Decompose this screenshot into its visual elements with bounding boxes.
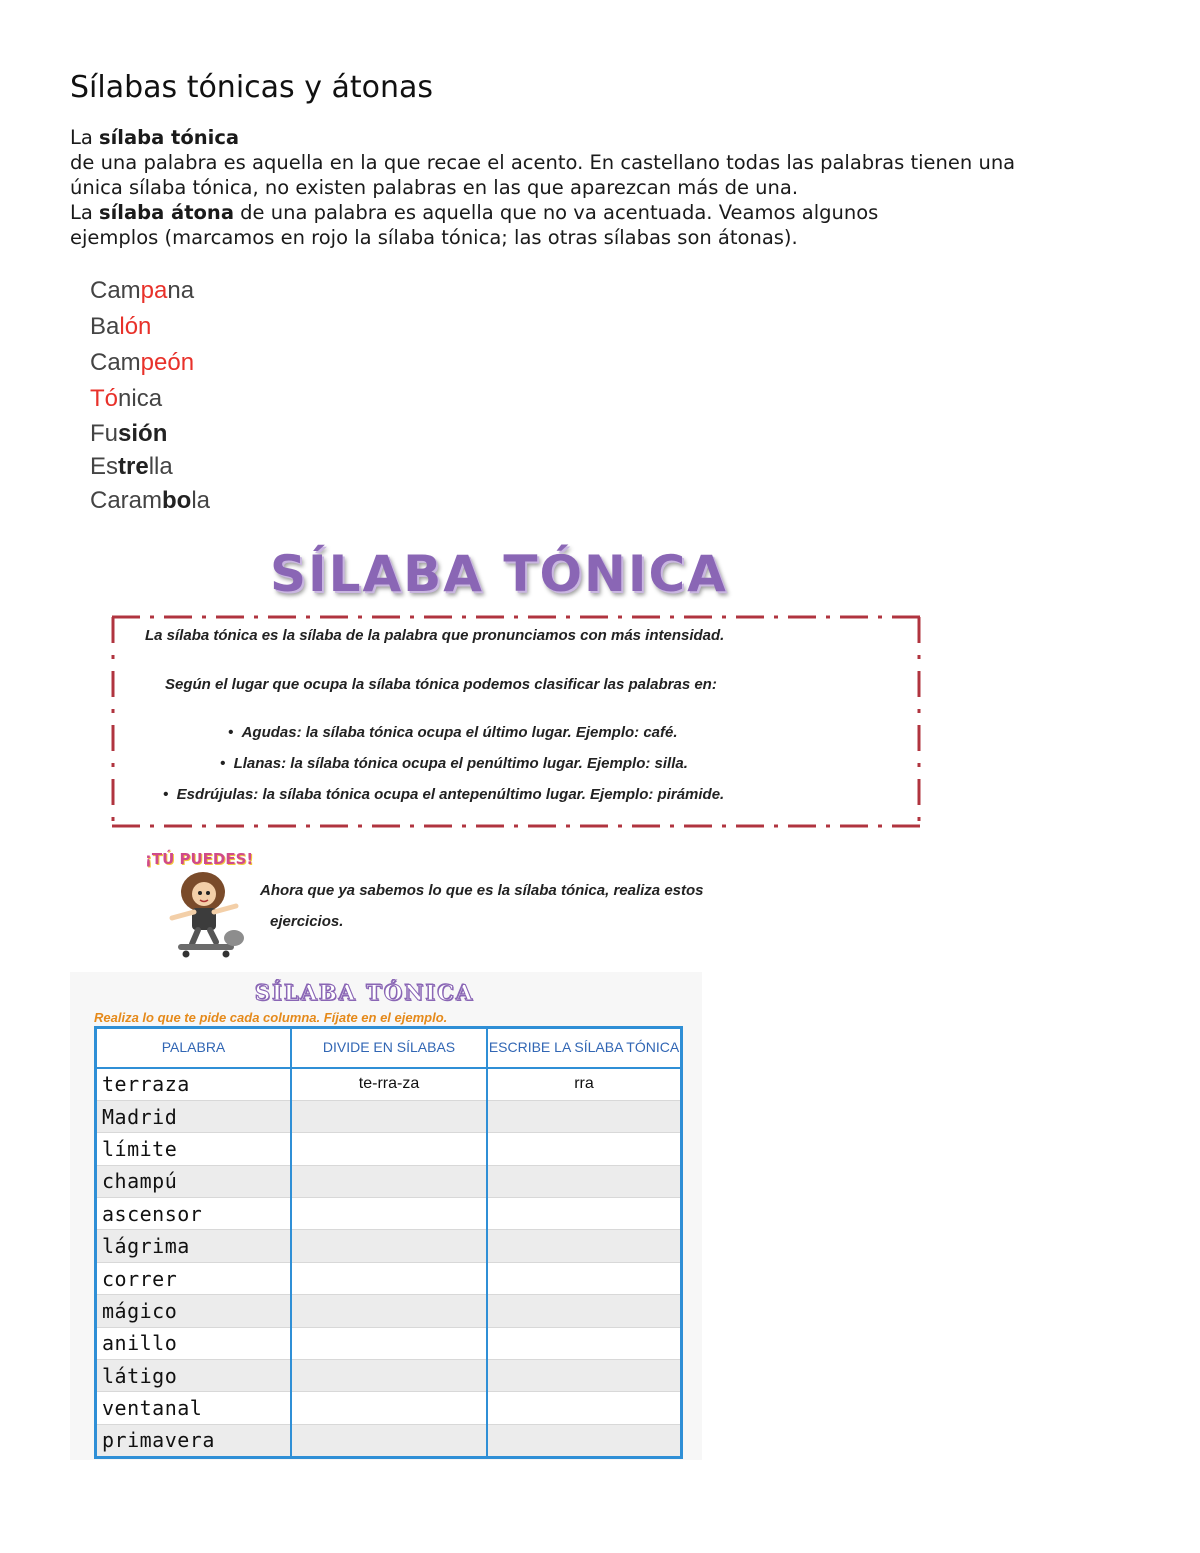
word-cell: ventanal [96, 1392, 292, 1424]
table-row [96, 1262, 682, 1294]
rule-line-1: La sílaba tónica es la sílaba de la palabra que pronunciamos con más intensidad. [145, 627, 725, 644]
table-row [96, 1133, 682, 1165]
tonic-syllable: tre [118, 453, 149, 480]
intro-line-5: ejemplos (marcamos en rojo la sílaba tónica; las otras sílabas son átonas). [70, 226, 798, 249]
divide-cell[interactable] [291, 1198, 487, 1230]
divide-cell[interactable] [291, 1327, 487, 1359]
intro-line-1 [70, 125, 239, 150]
divide-cell[interactable]: te-rra-za [291, 1068, 487, 1101]
ahora-line-1: Ahora que ya sabemos lo que es la sílaba tónica, realiza estos [260, 882, 704, 899]
tonic-cell[interactable] [487, 1295, 682, 1327]
tonic-cell[interactable] [487, 1100, 682, 1132]
divide-cell[interactable] [291, 1262, 487, 1294]
word-cell: champú [96, 1165, 292, 1197]
intro-line-3: única sílaba tónica, no existen palabras en las que aparezcan más de una. [70, 176, 799, 199]
example-word: Tónica [90, 385, 163, 412]
table-row [96, 1068, 682, 1101]
tonic-cell[interactable] [487, 1360, 682, 1392]
worksheet-instructions: Realiza lo que te pide cada columna. Fíjate en el ejemplo. [94, 1010, 448, 1025]
word-cell: Madrid [96, 1100, 292, 1132]
tonic-cell[interactable] [487, 1133, 682, 1165]
tonic-syllable: pa [140, 277, 168, 304]
divide-cell[interactable] [291, 1230, 487, 1262]
example-word: Estrella [90, 453, 173, 480]
divide-cell[interactable] [291, 1424, 487, 1457]
word-cell: correr [96, 1262, 292, 1294]
intro-line-4 [70, 200, 878, 225]
header-divide: DIVIDE EN SÍLABAS [291, 1028, 487, 1068]
worksheet-table [94, 1026, 683, 1459]
divide-cell[interactable] [291, 1133, 487, 1165]
tonic-cell[interactable] [487, 1262, 682, 1294]
tu-puedes-banner: ¡TÚ PUEDES! [145, 850, 254, 868]
term-silaba-tonica: sílaba tónica [99, 126, 240, 149]
tonic-syllable: peón [140, 349, 195, 376]
skateboard-girl-icon [158, 866, 248, 958]
rule-bullet-agudas: • Agudas: la sílaba tónica ocupa el último lugar. Ejemplo: café. [228, 724, 678, 741]
rule-line-2: Según el lugar que ocupa la sílaba tónica podemos clasificar las palabras en: [165, 676, 717, 693]
word-cell: ascensor [96, 1198, 292, 1230]
tonic-cell[interactable]: rra [487, 1068, 682, 1101]
example-word: Balón [90, 313, 152, 340]
intro-text: La [70, 201, 100, 224]
term-silaba-atona: sílaba átona [99, 201, 234, 224]
tonic-cell[interactable] [487, 1165, 682, 1197]
intro-text: La [70, 126, 100, 149]
table-row [96, 1392, 682, 1424]
ahora-line-2: ejercicios. [270, 913, 344, 930]
table-row [96, 1230, 682, 1262]
word-cell: límite [96, 1133, 292, 1165]
tonic-cell[interactable] [487, 1424, 682, 1457]
divide-cell[interactable] [291, 1295, 487, 1327]
word-cell: terraza [96, 1068, 292, 1101]
table-row [96, 1165, 682, 1197]
table-row [96, 1198, 682, 1230]
word-cell: primavera [96, 1424, 292, 1457]
table-row [96, 1424, 682, 1457]
word-cell: látigo [96, 1360, 292, 1392]
word-cell: anillo [96, 1327, 292, 1359]
tonic-syllable: lón [119, 313, 152, 340]
intro-text: de una palabra es aquella que no va acentuada. Veamos algunos [233, 201, 879, 224]
example-word: Carambola [90, 487, 211, 514]
example-word: Campana [90, 277, 195, 304]
tonic-cell[interactable] [487, 1392, 682, 1424]
tonic-cell[interactable] [487, 1230, 682, 1262]
intro-line-2: de una palabra es aquella en la que recae el acento. En castellano todas las palabras tienen una [70, 151, 1016, 174]
rule-bullet-llanas: • Llanas: la sílaba tónica ocupa el penúltimo lugar. Ejemplo: silla. [220, 755, 688, 772]
table-row [96, 1360, 682, 1392]
table-row [96, 1295, 682, 1327]
worksheet [70, 972, 702, 1460]
infographic-title: SÍLABA TÓNICA [270, 545, 728, 603]
divide-cell[interactable] [291, 1392, 487, 1424]
page-title: Sílabas tónicas y átonas [70, 70, 434, 105]
table-row [96, 1327, 682, 1359]
tonic-cell[interactable] [487, 1327, 682, 1359]
word-cell: lágrima [96, 1230, 292, 1262]
tonic-cell[interactable] [487, 1198, 682, 1230]
table-row [96, 1100, 682, 1132]
worksheet-title: SÍLABA TÓNICA [255, 980, 475, 1005]
header-palabra: PALABRA [96, 1028, 292, 1068]
header-escribe: ESCRIBE LA SÍLABA TÓNICA [487, 1028, 682, 1068]
divide-cell[interactable] [291, 1100, 487, 1132]
tonic-syllable: Tó [90, 385, 119, 412]
tonic-syllable: bo [162, 487, 192, 514]
example-word: Campeón [90, 349, 195, 376]
word-cell: mágico [96, 1295, 292, 1327]
rule-bullet-esdrujulas: • Esdrújulas: la sílaba tónica ocupa el antepenúltimo lugar. Ejemplo: pirámide. [163, 786, 725, 803]
divide-cell[interactable] [291, 1360, 487, 1392]
divide-cell[interactable] [291, 1165, 487, 1197]
tonic-syllable: sión [118, 420, 168, 447]
example-word: Fusión [90, 420, 168, 447]
